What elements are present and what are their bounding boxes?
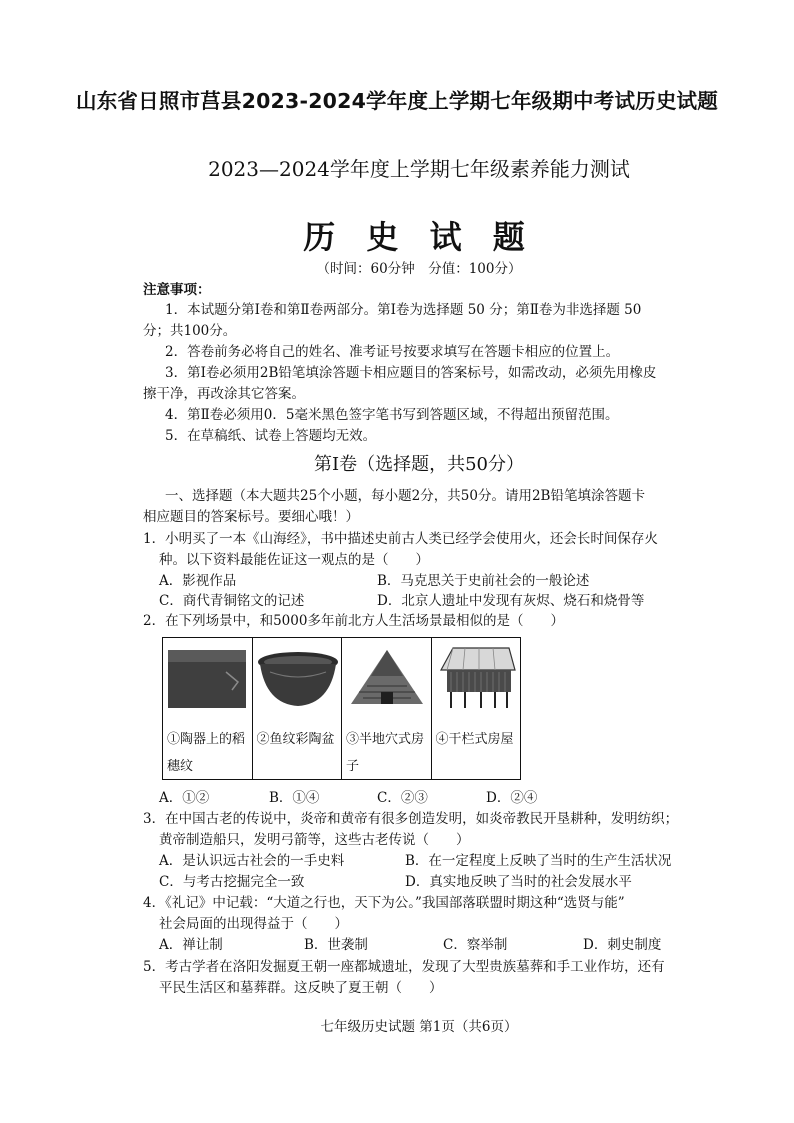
notice-heading: 注意事项： [143,282,211,298]
image-cell-semi-subterranean-house [342,638,432,779]
section-instructions-cont: 相应题目的答案标号。要细心哦！） [143,509,359,525]
question-2-option-c: C．②③ [377,790,428,806]
question-4-option-b: B．世袭制 [304,937,368,953]
question-4-stem: 4．《礼记》中记载：“大道之行也，天下为公。”我国部落联盟时期这种“选贤与能” [143,895,625,911]
notice-item-4: 4．第Ⅱ卷必须用0．5毫米黑色签字笔书写到答题区域，不得超出预留范围。 [165,407,619,423]
question-4-option-d: D．刺史制度 [583,937,662,953]
exam-title: 历 史 试 题 [303,218,535,256]
exam-subtitle: 2023—2024学年度上学期七年级素养能力测试 [208,157,630,181]
notice-item-1-cont: 分；共100分。 [143,323,237,339]
section-title: 第Ⅰ卷（选择题，共50分） [313,454,524,475]
pottery-rice-pattern-image [166,642,250,712]
question-2-image-table [162,637,521,780]
question-3-option-b: B．在一定程度上反映了当时的生产生活状况 [405,853,672,869]
image-cell-stilt-house [432,638,521,779]
question-4-stem-cont: 社会局面的出现得益于（ ） [159,916,348,932]
question-1-option-a: A．影视作品 [159,573,237,589]
image-cell-pottery-rice [163,638,253,779]
question-5-stem-cont: 平民生活区和墓葬群。这反映了夏王朝（ ） [159,980,443,996]
question-5-stem: 5．考古学者在洛阳发掘夏王朝一座都城遗址，发现了大型贵族墓葬和手工业作坊，还有 [143,959,665,975]
notice-item-2: 2．答卷前务必将自己的姓名、准考证号按要求填写在答题卡相应的位置上。 [165,344,620,360]
stilt-house-image [435,642,519,712]
notice-item-3: 3．第Ⅰ卷必须用2B铅笔填涂答题卡相应题目的答案标号，如需改动，必须先用橡皮 [165,365,657,381]
notice-item-3-cont: 擦干净，再改涂其它答案。 [143,386,305,402]
caption-4: ④干栏式房屋 [435,732,514,747]
semi-subterranean-house-image [345,642,429,712]
notice-item-5: 5．在草稿纸、试卷上答题均无效。 [165,428,377,444]
document-title: 山东省日照市莒县2023-2024学年度上学期七年级期中考试历史试题 [76,89,718,113]
question-3-option-d: D．真实地反映了当时的社会发展水平 [405,874,632,890]
question-2-stem: 2．在下列场景中，和5000多年前北方人生活场景最相似的是（ ） [143,613,564,629]
question-4-option-a: A．禅让制 [159,937,223,953]
question-3-option-a: A．是认识远古社会的一手史料 [159,853,345,869]
question-2-option-d: D．②④ [486,790,538,806]
question-4-option-c: C．察举制 [443,937,508,953]
question-1-stem-cont: 种。以下资料最能佐证这一观点的是（ ） [159,552,429,568]
question-1-stem: 1．小明买了一本《山海经》，书中描述史前古人类已经学会使用火，还会长时间保存火 [143,531,658,547]
page-footer: 七年级历史试题 第1页（共6页） [320,1019,518,1035]
notice-item-1: 1．本试题分第Ⅰ卷和第Ⅱ卷两部分。第Ⅰ卷为选择题 50 分；第Ⅱ卷为非选择题 50 [165,302,642,318]
question-1-option-c: C．商代青铜铭文的记述 [159,593,305,609]
fish-painted-basin-image [256,642,340,712]
caption-1: ①陶器上的稻穗纹 [167,732,246,774]
question-2-option-a: A．①② [159,790,210,806]
question-1-option-d: D．北京人遗址中发现有灰烬、烧石和烧骨等 [377,593,645,609]
caption-2: ②鱼纹彩陶盆 [256,732,335,747]
question-2-option-b: B．①④ [269,790,320,806]
exam-time-score: （时间：60分钟 分值：100分） [316,261,522,277]
question-3-stem-cont: 黄帝制造船只，发明弓箭等，这些古老传说（ ） [159,832,470,848]
question-1-option-b: B．马克思关于史前社会的一般论述 [377,573,590,589]
caption-3: ③半地穴式房子 [346,732,425,774]
image-cell-fish-basin [253,638,343,779]
question-3-stem: 3．在中国古老的传说中，炎帝和黄帝有很多创造发明，如炎帝教民开垦耕种，发明纺织； [143,811,679,827]
question-3-option-c: C．与考古挖掘完全一致 [159,874,305,890]
section-instructions: 一、选择题（本大题共25个小题，每小题2分，共50分。请用2B铅笔填涂答题卡 [165,488,645,504]
